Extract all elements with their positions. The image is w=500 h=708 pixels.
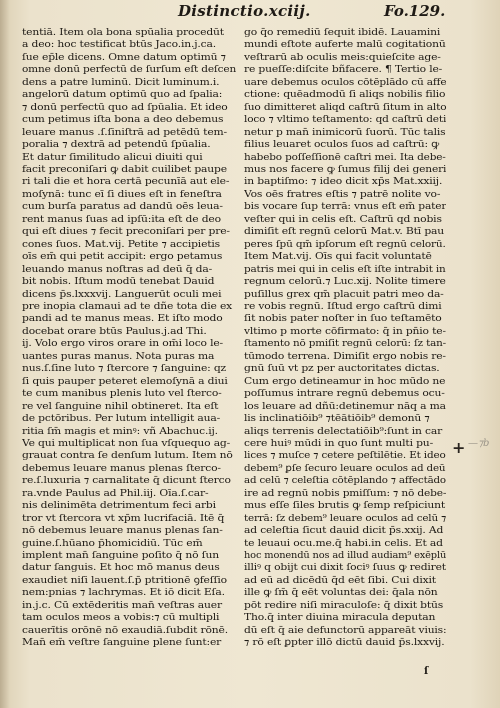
left-text-column — [22, 27, 236, 667]
text-line: facit preconiſari ꝙ dabit cuilibet paupe — [22, 163, 227, 175]
text-line: ſuo dimitteret aliqd caſtrū ſitum in alto — [244, 101, 446, 113]
text-line: aliqs terrenis delectatiōib⁹:ſunt in car — [244, 425, 443, 437]
text-line: Item Mat.vij. Oīs qui facit voluntatē — [244, 251, 432, 263]
text-line: cones ſuos. Mat.vij. Petite ⁊ accipietis — [22, 238, 221, 250]
text-line: mus eſſe ſiles brutis ꝙ ſemp reſpiciunt — [244, 500, 446, 512]
text-line: ritia ſm̄ magis et minꝰ: vñ Abachuc.ij. — [22, 425, 218, 437]
text-line: pandi ad te manus meas. Et iſto modo — [22, 313, 223, 325]
text-line: Vos oēs fratres eſtis ⁊ patrē nolite vo- — [244, 188, 441, 200]
text-line: te cum manibus plenis luto vel ſterco- — [22, 388, 222, 400]
text-line: uantes puras manus. Nota puras ma — [22, 350, 215, 362]
text-line: bis vocare ſup terrā: vnus eſt em̄ pater — [244, 201, 446, 213]
text-line: re.ſ.luxuria ⁊ carnalitate q̄ dicunt ſterco — [22, 475, 231, 487]
text-line: ctione: quēadmodū ſi aliqs nobilis filio — [244, 89, 446, 101]
text-line: tentiā. Item ola bona spūalia procedūt — [22, 27, 224, 38]
text-line: ra.vnde Paulus ad Phil.iij. Oīa.ſ.car- — [22, 487, 209, 499]
text-line: dū eſt q̄ aie defunctorū appareāt viuis: — [244, 624, 446, 636]
folio-number: Fo.129. — [384, 2, 446, 20]
text-line: a deo: hoc testificat btūs Jaco.in.j.ca. — [22, 39, 217, 51]
text-line: omne donū perfectū de ſurſum eſt deſcen — [22, 64, 236, 76]
text-line: loco ⁊ vltimo teſtamento: qd caſtrū deti — [244, 114, 446, 126]
marginal-annotation: + — [452, 438, 466, 457]
text-line: poſſumus intrare regnū debemus ocu- — [244, 388, 445, 400]
text-line: ille ꝙ ſm̄ q̄ eēt voluntas dei: q̄ala nōn — [244, 587, 438, 599]
text-line: tūmodo terrena. Dimiſit ergo nobis re- — [244, 350, 446, 362]
text-line: nis delinimēta detrimentum feci arbi — [22, 500, 216, 512]
text-line: go q̄o remediū ſequit ibidē. Lauamini — [244, 27, 441, 38]
text-line: tror vt ſtercora vt xp̄m lucrifaciā. Itē q̄ — [22, 512, 225, 524]
text-line: guine.ſ.hūano p̄homicidiū. Tūc em̄ — [22, 537, 203, 549]
text-line: poralia ⁊ dextrā ad petendū ſpūalia. — [22, 139, 211, 151]
text-line: illiꝰ q obijt cui dixit ſociꝰ ſuus ꝙ rediret — [244, 562, 446, 574]
text-line: ad eū ad dicēdū q̄d eēt ſibi. Cui dixit — [244, 574, 436, 586]
text-line: ad celū ⁊ celeſtia cōtēplando ⁊ affectādo — [244, 475, 446, 487]
text-line: debemus leuare manus plenas ſterco- — [22, 462, 221, 474]
text-line: patris mei qui in celis eſt iſte intrabit in — [244, 263, 446, 275]
text-line: moſynā: tunc eī ſi diues eſt in feneſtra — [22, 188, 222, 200]
text-line: angelorū datum optimū quo ad ſpalia: — [22, 89, 223, 101]
running-head: Distinctio.xciij. — [178, 2, 311, 20]
text-line: cauerītis orōnē nō exaudiā.ſubdit rōnē. — [22, 624, 228, 636]
text-line: pre inopia clamaui ad te dñe tota die ex — [22, 300, 233, 312]
text-line: habebo poſſeſſionē caſtri mei. Ita debe- — [244, 151, 446, 163]
text-line: rent manus ſuas ad ipſū:ita eſt de deo — [22, 213, 221, 225]
text-line: ⁊ donū perfectū quo ad ſpūalia. Et ideo — [22, 101, 228, 113]
text-line: in baptiſmo: ⁊ ideo dicit xp̄s Mat.xxiij. — [244, 176, 443, 188]
text-line: dicens p̄s.lxxxvij. Languerūt oculi mei — [22, 288, 222, 300]
text-line: gnū ſuū vt pz per auctoritates dictas. — [244, 363, 440, 375]
text-line: ſue ep̄le dicens. Omne datum optimū ⁊ — [22, 51, 226, 63]
text-line: ad celeſtia ſicut dauid dicit p̄s.xxij. Ad — [244, 525, 444, 537]
text-line: Man̄ em̄ veſtre ſanguine plene ſunt:er — [22, 637, 222, 649]
text-line: qui eſt diues ⁊ fecit preconiſari per pre- — [22, 226, 230, 238]
page-header — [0, 2, 500, 26]
text-line: docebat orare btūs Paulus.j.ad Thi. — [22, 325, 207, 337]
text-line: dimiſit eſt regnū celorū Mat.v. Btī pau — [244, 226, 445, 238]
text-line: exaudiet niſi lauent.ſ.p̄ ptritionē ꝯfeſſio — [22, 574, 227, 586]
right-text-column — [244, 27, 446, 667]
text-line: nus.ſ.ſine luto ⁊ ſtercore ⁊ ſanguine: qz — [22, 363, 227, 375]
text-line: netur p man̄ inimicorū ſuorū. Tūc talis — [244, 126, 446, 138]
text-line: ſtamento nō pmiſit regnū celorū: ſz tan- — [244, 338, 446, 350]
text-line: re vobis regnū. Iſtud ergo caſtrū dimi — [244, 300, 442, 312]
text-line: grauat contra ſe denſum lutum. Item nō — [22, 450, 233, 462]
text-line: Cum ergo detineamur in hoc mūdo ne — [244, 375, 446, 387]
text-line: Et datur ſimilitudo alicui diuiti qui — [22, 151, 203, 163]
text-line: lis inclinatiōib⁹ ⁊tēātiōib⁹ demonū ⁊ — [244, 413, 430, 425]
text-line: ⁊ rō eſt ꝑpter illō dictū dauid p̄s.lxxvij. — [244, 637, 445, 649]
text-line: tam oculos meos a vobis:⁊ cū multipli — [22, 612, 220, 624]
text-line: peres ſpū qm̄ ipſorum eſt regnū celorū. — [244, 238, 446, 250]
text-line: Tho.q̄ inter diuina miracula deputan — [244, 612, 436, 624]
text-line: cere huiꝰ mūdi in quo ſunt multi pu- — [244, 437, 434, 449]
gutter-shadow — [0, 0, 10, 708]
text-line: nem:pnias ⁊ lachrymas. Et iō dicit Eſa. — [22, 587, 225, 599]
text-line: leuando manus noſtras ad deū q̄ da- — [22, 263, 213, 275]
text-line: vltimo p morte cōfirmato: q̄ in pn̄io te- — [244, 325, 446, 337]
text-line: mus nos facere ꝙ ſumus filij dei generi — [244, 163, 446, 175]
text-line: ij. Volo ergo viros orare in om̄i loco le- — [22, 338, 224, 350]
text-line: cum petimus iſta bona a deo debemus — [22, 114, 224, 126]
text-line: oīs em̄ qui petit accipit: ergo petamus — [22, 251, 223, 263]
text-line: ſit nobis pater noſter in ſuo teſtamēto — [244, 313, 442, 325]
text-line: nō debemus leuare manus plenas ſan- — [22, 525, 223, 537]
text-line: re pueſſe:diſcite bñfacere. ¶ Tertio le- — [244, 64, 443, 76]
text-line: hoc monendū nos ad illud audiam⁹ exēplū — [244, 550, 446, 562]
text-line: Ve qui multiplicat non ſua vſquequo ag- — [22, 437, 231, 449]
text-line: debem⁹ ꝑſe ſecuro leuare oculos ad deū — [244, 462, 446, 474]
text-line: dens a patre luminū. Dicit luminum.i. — [22, 76, 220, 88]
text-line: veſtrarū ab oculis meis:quieſcite age- — [244, 51, 441, 63]
text-line: uare debemus oculos cōtēplādo cū affe — [244, 76, 446, 88]
text-line: regnum celorū.⁊ Luc.xij. Nolite timere — [244, 276, 446, 288]
text-line: pōt redire niſi miraculoſe: q̄ dixit btūs — [244, 599, 444, 611]
text-line: ri tali die et hora certā pecunīā aut ele- — [22, 176, 230, 188]
text-line: terrā: ſz debem⁹ leuare oculos ad celū ⁊ — [244, 512, 446, 524]
text-line: puſillus grex qm̄ placuit patri meo da- — [244, 288, 444, 300]
marginal-smudge: —⁊b — [468, 438, 490, 449]
text-line: mundi eſtote auferte malū cogitationū — [244, 39, 446, 51]
text-line: in.j.c. Cū extēderitis man̄ veſtras auer — [22, 599, 222, 611]
text-line: ſi quis pauper peteret elemoſynā a diui — [22, 375, 228, 387]
text-line: leuare manus .ſ.ſiniſtrā ad petēdū tem- — [22, 126, 228, 138]
catchword: ſ — [424, 666, 429, 677]
text-line: datur ſanguis. Et hoc mō manus deus — [22, 562, 220, 574]
text-line: lices ⁊ muſce ⁊ cetere peſtilētie. Et ideo — [244, 450, 446, 462]
text-line: cum burſa paratus ad dandū oēs leua- — [22, 201, 223, 213]
text-line: te leuaui ocu.me.q̄ habi.in celis. Et ad — [244, 537, 443, 549]
text-line: de pctōribus. Per lutum intelligit aua- — [22, 413, 221, 425]
text-line: implent man̄ ſanguine poſito q̄ nō ſun — [22, 550, 219, 562]
text-line: bit nobis. Iſtum modū tenebat Dauid — [22, 276, 215, 288]
text-line: los leuare ad dñū:detinemur nāq a ma — [244, 400, 446, 412]
text-line: veſter qui in celis eſt. Caſtrū qd nobis — [244, 213, 442, 225]
text-line: re vel ſanguine nihil obtineret. Ita eſt — [22, 400, 219, 412]
text-line: filius leuaret oculos ſuos ad caſtrū: ꝙ — [244, 139, 440, 151]
text-line: ire ad regnū nobis pmiſſum: ⁊ nō debe- — [244, 487, 446, 499]
